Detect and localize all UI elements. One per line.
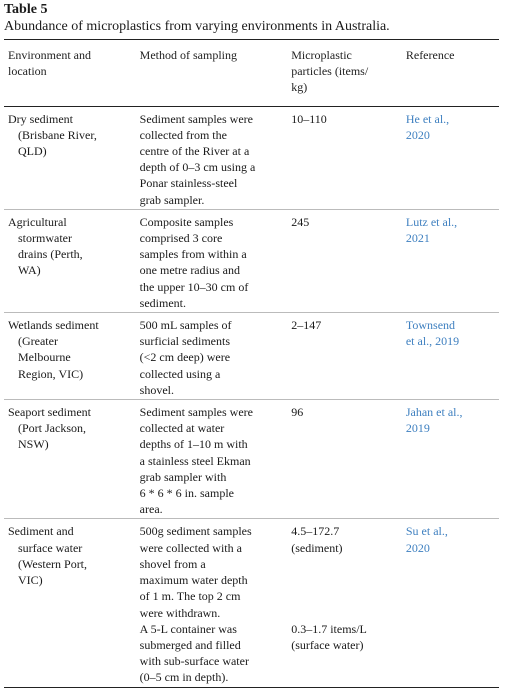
environment-name: Dry sediment (8, 111, 73, 126)
table-label: Table 5 (4, 2, 48, 17)
environment-name: Seaport sediment (8, 405, 91, 420)
environment-location: stormwater (18, 231, 72, 246)
cell-method (136, 313, 288, 400)
cell-environment (4, 519, 136, 687)
reference-line: Townsend (405, 318, 456, 333)
method-line: shovel from a (139, 556, 206, 571)
reference-line: 2021 (405, 231, 430, 246)
count-spacer (291, 556, 398, 621)
method-line: submerged and filled (139, 637, 241, 652)
table-header-row (4, 40, 499, 107)
cell-environment (4, 106, 136, 209)
count-sediment: (sediment) (291, 540, 343, 555)
header-method: Method of sampling (136, 40, 288, 107)
header-environment-line: Environment and (8, 48, 91, 62)
method-line: maximum water depth (139, 573, 248, 588)
reference-link[interactable] (406, 317, 495, 349)
table-row (4, 106, 499, 209)
environment-location: Region, VIC) (18, 366, 84, 381)
cell-count (287, 519, 402, 687)
method-line: collected using a (139, 366, 221, 381)
environment-name: Sediment and (8, 524, 74, 539)
cell-reference (402, 106, 499, 209)
method-line: Sediment samples were (139, 111, 253, 126)
cell-method (136, 400, 288, 519)
method-line: one metre radius and (139, 263, 240, 278)
environment-location: (Greater (18, 334, 58, 349)
cell-method (136, 209, 288, 312)
method-line: were withdrawn. (139, 605, 221, 620)
method-line: shovel. (139, 382, 175, 397)
environment-location: WA) (18, 263, 41, 278)
method-line: the upper 10–30 cm of (139, 279, 249, 294)
cell-reference (402, 519, 499, 687)
method-line: collected from the (139, 127, 227, 142)
method-line: depth of 0–3 cm using a (139, 160, 256, 175)
environment-location: surface water (18, 540, 83, 555)
method-line: (0–5 cm in depth). (139, 670, 229, 685)
method-line: with sub-surface water (139, 654, 249, 669)
method-line: A 5-L container was (139, 621, 237, 636)
method-line: sediment. (139, 295, 186, 310)
environment-location: (Port Jackson, (18, 421, 86, 436)
count-value: 10–110 (291, 111, 327, 126)
cell-count (287, 313, 402, 400)
table-row (4, 209, 499, 312)
method-line: area. (139, 502, 163, 517)
cell-reference (402, 209, 499, 312)
method-line: samples from within a (139, 247, 247, 262)
header-count (287, 40, 402, 107)
method-line: of 1 m. The top 2 cm (139, 589, 241, 604)
environment-location: (Brisbane River, (18, 127, 97, 142)
header-count-line: kg) (291, 80, 308, 95)
method-line: 500g sediment samples (139, 524, 252, 539)
reference-line: 2020 (405, 127, 430, 142)
method-line: grab sampler with (139, 469, 227, 484)
reference-line: He et al., (405, 111, 450, 126)
environment-name: Agricultural (8, 214, 67, 229)
method-line: comprised 3 core (139, 231, 223, 246)
count-value: 2–147 (291, 318, 322, 333)
table-body (4, 106, 499, 687)
reference-link[interactable] (406, 111, 495, 143)
reference-line: 2019 (405, 421, 430, 436)
method-line: Sediment samples were (139, 405, 253, 420)
environment-location: drains (Perth, (18, 247, 83, 262)
environment-location: (Western Port, (18, 556, 88, 571)
cell-reference (402, 313, 499, 400)
reference-line: Lutz et al., (405, 214, 458, 229)
environment-location: Melbourne (18, 350, 71, 365)
cell-count (287, 209, 402, 312)
method-line: 500 mL samples of (139, 318, 232, 333)
method-line: (<2 cm deep) were (139, 350, 231, 365)
environment-location: NSW) (18, 437, 49, 452)
method-line: a stainless steel Ekman (139, 453, 251, 468)
method-line: collected at water (139, 421, 225, 436)
method-line: centre of the River at a (139, 144, 250, 159)
method-line: Ponar stainless-steel (139, 176, 238, 191)
count-water: (surface water) (291, 637, 364, 652)
method-line: depths of 1–10 m with (139, 437, 248, 452)
cell-count (287, 400, 402, 519)
environment-location: QLD) (18, 144, 47, 159)
count-water: 0.3–1.7 items/L (291, 621, 367, 636)
header-environment (4, 40, 136, 107)
header-reference: Reference (402, 40, 499, 107)
reference-line: et al., 2019 (405, 334, 460, 349)
header-count-line: particles (items/ (291, 64, 369, 79)
table-row (4, 400, 499, 519)
count-value: 96 (291, 405, 304, 420)
table-row (4, 313, 499, 400)
header-environment-line: location (8, 64, 47, 79)
count-sediment: 4.5–172.7 (291, 524, 340, 539)
cell-count (287, 106, 402, 209)
cell-reference (402, 400, 499, 519)
method-line: surficial sediments (139, 334, 230, 349)
cell-environment (4, 313, 136, 400)
table-caption: Abundance of microplastics from varying environments in Australia. (4, 19, 390, 34)
count-value: 245 (291, 214, 310, 229)
reference-line: Su et al., (405, 524, 448, 539)
cell-method (136, 519, 288, 687)
cell-environment (4, 400, 136, 519)
cell-method (136, 106, 288, 209)
header-count-line: Microplastic (291, 48, 352, 62)
table-row (4, 519, 499, 687)
environment-name: Wetlands sediment (8, 318, 99, 333)
cell-environment (4, 209, 136, 312)
reference-line: Jahan et al., (405, 405, 463, 420)
method-line: grab sampler. (139, 192, 205, 207)
method-line: were collected with a (139, 540, 242, 555)
method-line: 6 * 6 * 6 in. sample (139, 486, 234, 501)
method-line: Composite samples (139, 214, 234, 229)
reference-line: 2020 (405, 540, 430, 555)
environment-location: VIC) (18, 573, 43, 588)
reference-link[interactable] (406, 404, 495, 436)
reference-link[interactable] (406, 214, 495, 246)
reference-link[interactable] (406, 523, 495, 555)
microplastics-table (4, 39, 499, 688)
